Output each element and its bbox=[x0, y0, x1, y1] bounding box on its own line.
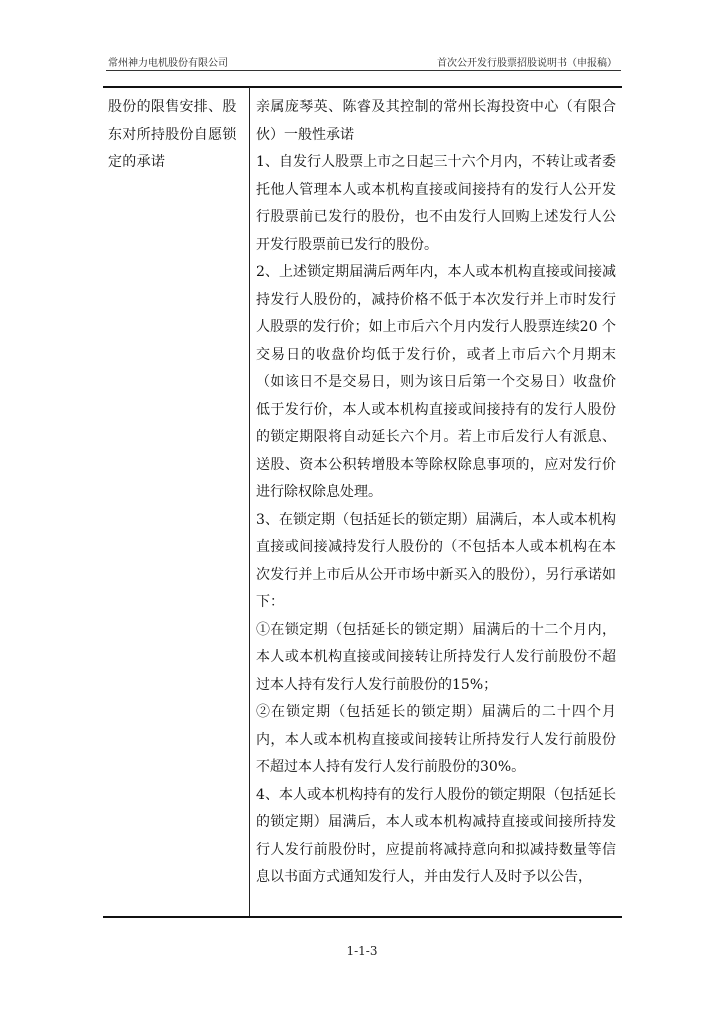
paragraph-commitment-4: 4、本人或本机构持有的发行人股份的锁定期限（包括延长的锁定期）届满后，本人或本机构减持直接或间接所持发行人发行前股份时，应提前将减持意向和拟减持数量等信息以书面方式通知发行人，并由发行人及时予以公告， bbox=[256, 786, 616, 885]
table-row-label: 股份的限售安排、股东对所持股份自愿锁定的承诺 bbox=[108, 99, 237, 170]
paragraph-commitment-3: 3、在锁定期（包括延长的锁定期）届满后，本人或本机构直接或间接减持发行人股份的（不包括本人或本机构在本次发行并上市后从公开市场中新买入的股份），另行承诺如下： bbox=[256, 511, 616, 610]
paragraph-commitment-2: 2、上述锁定期届满后两年内，本人或本机构直接或间接减持发行人股份的，减持价格不低于本次发行并上市时发行人股票的发行价；如上市后六个月内发行人股票连续20 个交易日的收盘价均低于发行价，或者上市后六个月期末（如该日不是交易日，则为该日后第一个交易日）收盘价低于发行价，本人或本机构直接或间接持有的发行人股份的锁定期限将自动延长六个月。若上市后发行人有派息、送股、资本公积转增股本等除权除息事项的，应对发行价进行除权除息处理。 bbox=[256, 264, 616, 500]
table-column-divider bbox=[249, 87, 250, 916]
paragraph-commitment-3-item-1: ①在锁定期（包括延长的锁定期）届满后的十二个月内，本人或本机构直接或间接转让所持发行人发行前股份不超过本人持有发行人发行前股份的15%； bbox=[256, 621, 616, 693]
paragraph-commitment-3-item-2: ②在锁定期（包括延长的锁定期）届满后的二十四个月内，本人或本机构直接或间接转让所持发行人发行前股份不超过本人持有发行人发行前股份的30%。 bbox=[256, 704, 616, 775]
table-bottom-border bbox=[103, 916, 622, 918]
header-rule bbox=[106, 70, 621, 71]
paragraph-commitment-1: 1、自发行人股票上市之日起三十六个月内，不转让或者委托他人管理本人或本机构直接或间接持有的发行人公开发行股票前已发行的股份，也不由发行人回购上述发行人公开发行股票前已发行的股份。 bbox=[256, 154, 616, 253]
table-top-border bbox=[103, 86, 622, 88]
page-header bbox=[106, 52, 621, 70]
page-number: 1-1-3 bbox=[346, 944, 378, 958]
header-company-name: 常州神力电机股份有限公司 bbox=[108, 58, 228, 69]
table-row-content bbox=[256, 94, 616, 892]
paragraph-intro: 亲属庞琴英、陈睿及其控制的常州长海投资中心（有限合伙）一般性承诺 bbox=[256, 99, 616, 143]
header-document-title: 首次公开发行股票招股说明书（申报稿） bbox=[437, 58, 617, 69]
